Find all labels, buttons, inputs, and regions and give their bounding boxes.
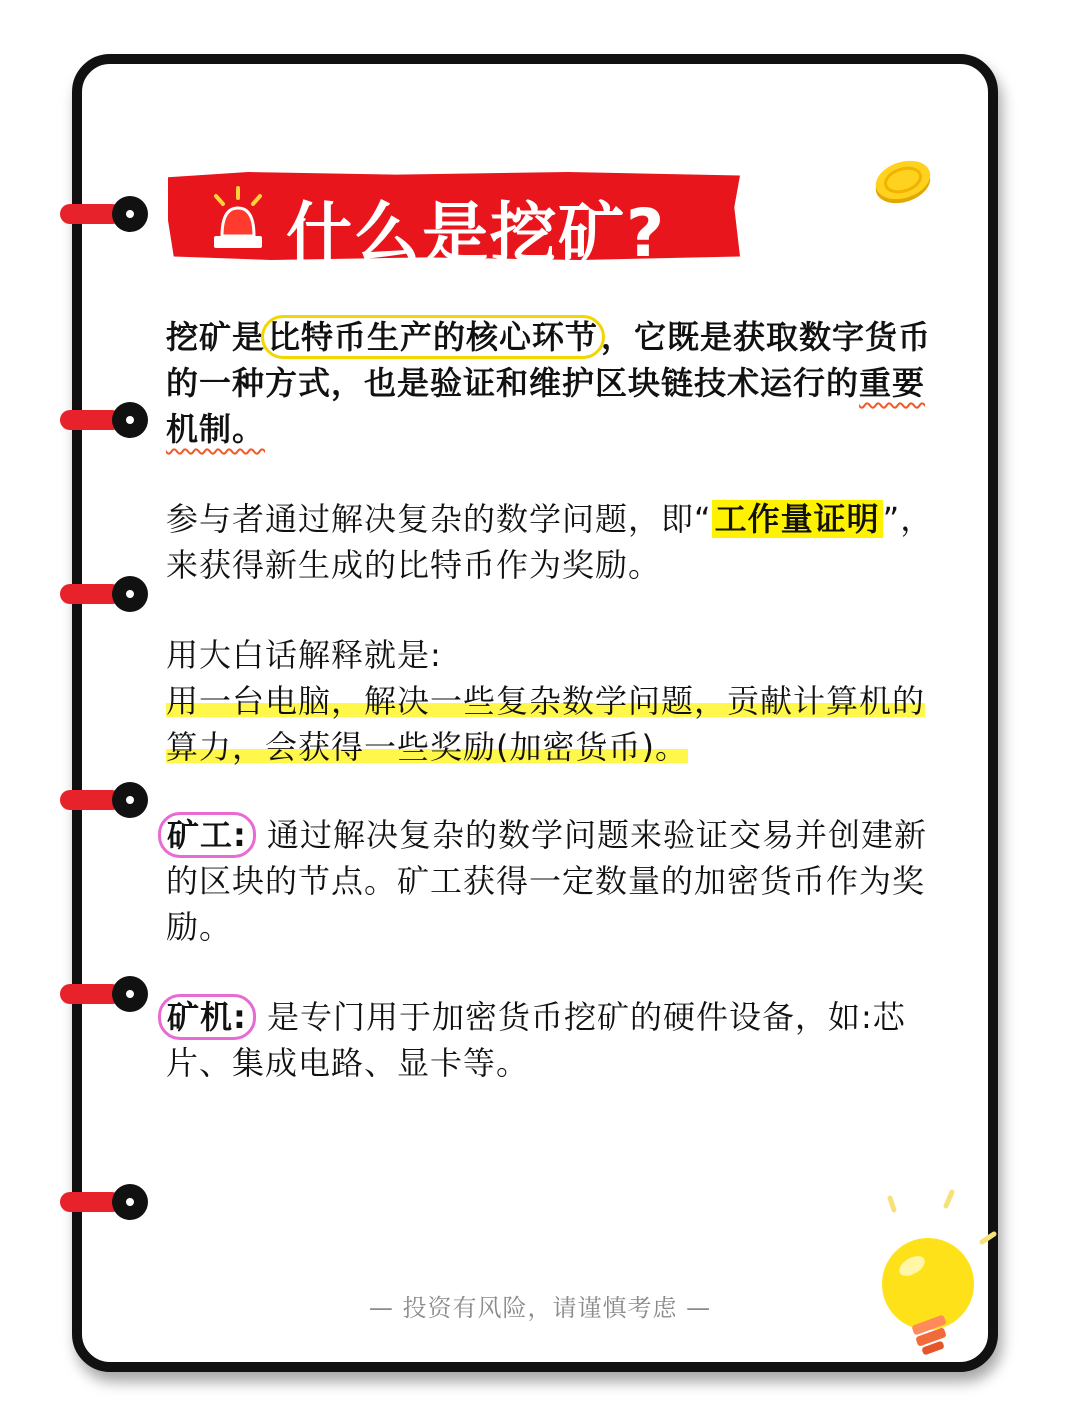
highlight-proof-of-work: 工作量证明 (712, 500, 883, 538)
page-title: 什么是挖矿? (286, 195, 667, 272)
circled-phrase: 比特币生产的核心环节 (261, 315, 605, 359)
plain-highlight: 用一台电脑，解决一些复杂数学问题，贡献计算机的算力，会获得一些奖励(加密货币)。 (166, 682, 926, 766)
coin-icon (872, 158, 934, 206)
binder-ring (60, 576, 146, 612)
risk-footer: — 投资有风险，请谨慎考虑 — (368, 1294, 712, 1322)
machine-text: 是专门用于加密货币挖矿的硬件设备，如:芯片、集成电路、显卡等。 (166, 998, 906, 1082)
miner-text: 通过解决复杂的数学问题来验证交易并创建新的区块的节点。矿工获得一定数量的加密货币作为奖励。 (166, 816, 927, 946)
definition-middle: ，它既是获取数字货币的一种方式，也是验证和维护区块链技术运行的 (166, 318, 932, 402)
plain-intro: 用大白话解释就是: (166, 636, 442, 674)
binder-ring (60, 196, 146, 232)
underlined-phrase: 重要机制。 (166, 364, 926, 448)
definition-prefix: 挖矿是 (166, 318, 266, 356)
binder-ring (60, 782, 146, 818)
siren-icon (208, 186, 268, 252)
paragraph-mining-machine (166, 994, 956, 1086)
lightbulb-icon (850, 1188, 1000, 1358)
machine-label: 矿机: (158, 994, 256, 1040)
paragraph-definition (166, 314, 956, 452)
binder-ring (60, 1184, 146, 1220)
pow-prefix: 参与者通过解决复杂的数学问题，即“ (166, 500, 712, 538)
pow-suffix: ”，来获得新生成的比特币作为奖励。 (166, 500, 934, 584)
binder-ring (60, 976, 146, 1012)
paragraph-miner (166, 812, 956, 950)
binder-ring (60, 402, 146, 438)
miner-label: 矿工: (158, 812, 256, 858)
paragraph-proof-of-work (166, 496, 956, 588)
paragraph-plain-explanation (166, 632, 956, 770)
